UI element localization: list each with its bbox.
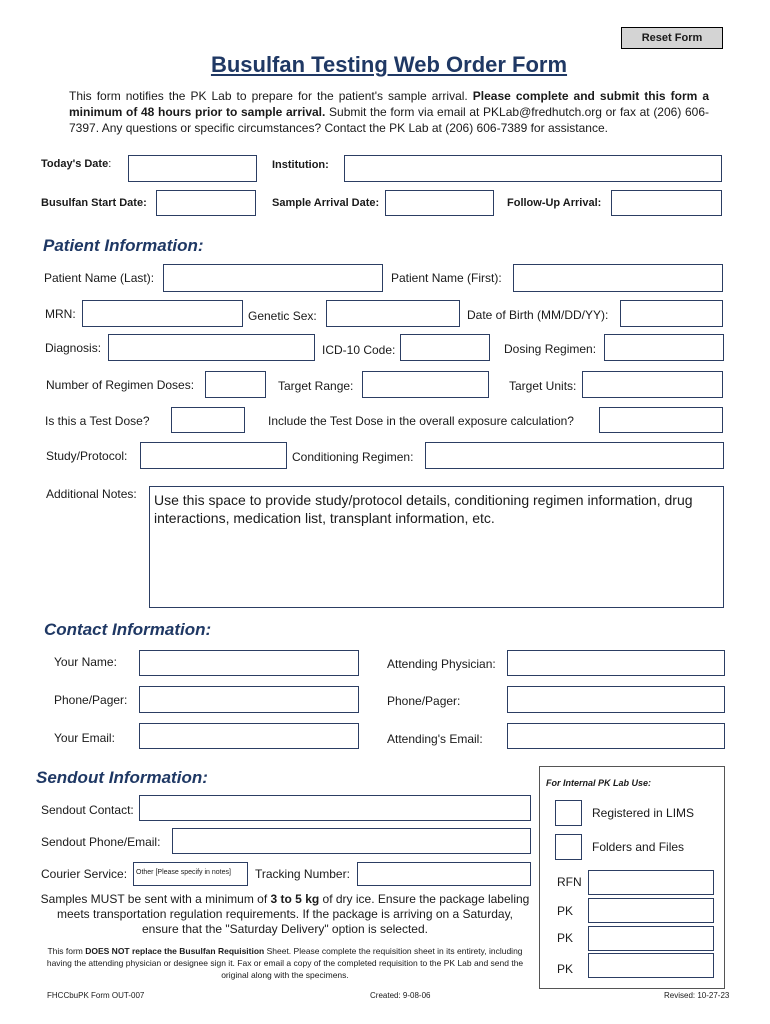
- additional-notes-label: Additional Notes:: [46, 487, 137, 501]
- study-protocol-label: Study/Protocol:: [46, 449, 128, 463]
- rfn-label: RFN: [557, 875, 582, 889]
- followup-arrival-label: Follow-Up Arrival:: [507, 197, 602, 209]
- pk-field-2[interactable]: [588, 926, 714, 951]
- registered-lims-checkbox[interactable]: [555, 800, 582, 826]
- num-doses-label: Number of Regimen Doses:: [46, 378, 195, 392]
- intro-p1: This form notifies the PK Lab to prepare for the patient's sample arrival.: [69, 89, 473, 103]
- icd-label: ICD-10 Code:: [322, 343, 396, 357]
- tracking-number-field[interactable]: [357, 862, 531, 886]
- courier-service-select[interactable]: Other [Please specify in notes]: [133, 862, 248, 886]
- num-doses-field[interactable]: [205, 371, 266, 398]
- attending-email-field[interactable]: [507, 723, 725, 749]
- intro-p2-bold: a minimum of 48 hours prior to sample arrival.: [69, 89, 709, 119]
- institution-label: Institution:: [272, 159, 329, 171]
- last-name-field[interactable]: [163, 264, 383, 292]
- your-email-label: Your Email:: [54, 731, 115, 745]
- target-range-label: Target Range:: [278, 379, 354, 393]
- institution-field[interactable]: [344, 155, 722, 182]
- last-name-label: Patient Name (Last):: [44, 271, 155, 285]
- target-units-label: Target Units:: [509, 379, 577, 393]
- today-date-field[interactable]: [128, 155, 257, 182]
- first-name-field[interactable]: [513, 264, 723, 292]
- followup-arrival-field[interactable]: [611, 190, 722, 216]
- sendout-contact-label: Sendout Contact:: [41, 803, 134, 817]
- attending-email-label: Attending's Email:: [387, 732, 483, 746]
- test-dose-field[interactable]: [171, 407, 245, 433]
- first-name-label: Patient Name (First):: [391, 271, 502, 285]
- test-dose-label: Is this a Test Dose?: [45, 414, 150, 428]
- patient-info-heading: Patient Information:: [43, 236, 204, 255]
- your-email-field[interactable]: [139, 723, 359, 749]
- attending-physician-label: Attending Physician:: [387, 657, 496, 671]
- include-test-dose-label: Include the Test Dose in the overall exposure calculation?: [268, 414, 574, 428]
- sample-arrival-label: Sample Arrival Date:: [272, 197, 380, 209]
- your-name-field[interactable]: [139, 650, 359, 676]
- phone-pager-field[interactable]: [139, 686, 359, 713]
- courier-service-label: Courier Service:: [41, 867, 128, 881]
- sendout-phone-email-label: Sendout Phone/Email:: [41, 835, 161, 849]
- sendout-phone-email-field[interactable]: [172, 828, 531, 854]
- target-range-field[interactable]: [362, 371, 489, 398]
- contact-info-heading: Contact Information:: [44, 620, 212, 639]
- rfn-field[interactable]: [588, 870, 714, 895]
- dob-label: Date of Birth (MM/DD/YY):: [467, 308, 609, 322]
- footer-form-id: FHCCbuPK Form OUT-007: [47, 991, 145, 1000]
- conditioning-regimen-field[interactable]: [425, 442, 724, 469]
- study-protocol-field[interactable]: [140, 442, 287, 469]
- mrn-field[interactable]: [82, 300, 243, 327]
- sample-arrival-field[interactable]: [385, 190, 494, 216]
- sendout-contact-field[interactable]: [139, 795, 531, 821]
- intro-p1-bold: Please complete and submit this form: [472, 89, 698, 103]
- dosing-regimen-field[interactable]: [604, 334, 724, 361]
- mrn-label: MRN:: [45, 307, 76, 321]
- folders-files-checkbox[interactable]: [555, 834, 582, 860]
- internal-use-heading: For Internal PK Lab Use:: [546, 778, 652, 788]
- diagnosis-label: Diagnosis:: [45, 341, 102, 355]
- registered-lims-label: Registered in LIMS: [592, 806, 695, 820]
- phone-pager-label: Phone/Pager:: [54, 693, 128, 707]
- pk-label-2: PK: [557, 931, 574, 945]
- intro-text: [69, 88, 709, 136]
- intro-p3: (206) 606-7397. Any questions or specific circumstances? Contact the PK Lab at (206) 606-7389 for assistance.: [69, 105, 710, 135]
- target-units-field[interactable]: [582, 371, 723, 398]
- today-date-label: Today's Date:: [41, 158, 112, 170]
- page-title: Busulfan Testing Web Order Form: [210, 52, 568, 77]
- intro-p2: Submit the form via email at PKLab@fredhutch.org or fax at: [325, 105, 650, 119]
- pk-field-1[interactable]: [588, 898, 714, 923]
- footer-revised: Revised: 10-27-23: [664, 991, 730, 1000]
- diagnosis-field[interactable]: [108, 334, 315, 361]
- your-name-label: Your Name:: [54, 655, 117, 669]
- conditioning-regimen-label: Conditioning Regimen:: [292, 450, 414, 464]
- dosing-regimen-label: Dosing Regimen:: [504, 342, 597, 356]
- busulfan-start-label: Busulfan Start Date:: [41, 197, 147, 209]
- attending-physician-field[interactable]: [507, 650, 725, 676]
- icd-field[interactable]: [400, 334, 490, 361]
- genetic-sex-field[interactable]: [326, 300, 460, 327]
- pk-field-3[interactable]: [588, 953, 714, 978]
- attending-phone-label: Phone/Pager:: [387, 694, 461, 708]
- pk-label-3: PK: [557, 962, 574, 976]
- pk-label-1: PK: [557, 904, 574, 918]
- sendout-info-heading: Sendout Information:: [36, 768, 208, 787]
- dob-field[interactable]: [620, 300, 723, 327]
- busulfan-start-field[interactable]: [156, 190, 256, 216]
- include-test-dose-field[interactable]: [599, 407, 723, 433]
- genetic-sex-label: Genetic Sex:: [248, 309, 317, 323]
- tracking-number-label: Tracking Number:: [255, 867, 350, 881]
- requisition-note: This form DOES NOT replace the Busulfan Requisition Sheet. Please complete the requisition sheet in its entirety, including having the attending physician or designee sign it. Fax or email a copy of the completed requisition to the PK Lab and send the original along with the specimens.: [46, 946, 524, 980]
- footer-created: Created: 9-08-06: [370, 991, 431, 1000]
- folders-files-label: Folders and Files: [592, 840, 685, 854]
- attending-phone-field[interactable]: [507, 686, 725, 713]
- reset-form-button[interactable]: Reset Form: [621, 27, 723, 49]
- shipping-instructions: Samples MUST be sent with a minimum of 3 to 5 kg of dry ice. Ensure the package labeling meets transportation regulation requirements. If the package is arriving on a Saturday, ensure that the "Saturday Delivery" option is selected.: [40, 892, 530, 936]
- additional-notes-field[interactable]: Use this space to provide study/protocol details, conditioning regimen information, drug interactions, medication list, transplant information, etc.: [149, 486, 724, 608]
